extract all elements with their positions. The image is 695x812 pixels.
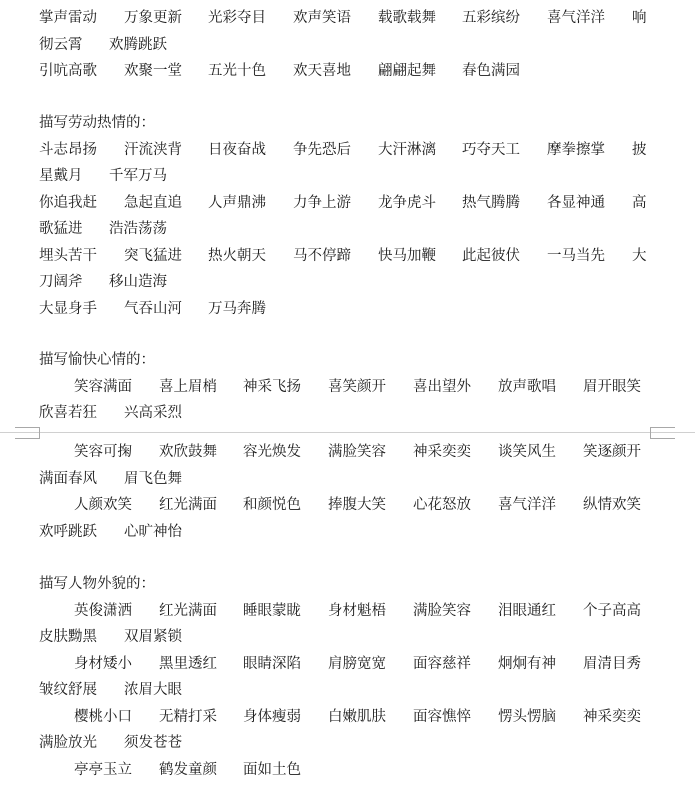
phrase: 喜上眉梢 [159, 378, 217, 395]
phrase: 争先恐后 [293, 141, 351, 158]
phrase: 炯炯有神 [498, 655, 556, 672]
phrase: 五光十色 [208, 63, 266, 79]
phrase: 睡眼蒙眬 [243, 602, 301, 619]
text-line [39, 677, 651, 704]
phrase: 马不停蹄 [293, 247, 351, 264]
text-line [39, 704, 651, 731]
text-line [39, 624, 651, 651]
phrase: 热火朝天 [208, 247, 266, 264]
text-line [39, 374, 651, 401]
phrase: 急起直追 [124, 194, 182, 211]
text-line [39, 5, 651, 32]
phrase: 满脸放光 [39, 735, 97, 751]
section-labor [39, 110, 651, 322]
phrase: 兴高采烈 [124, 405, 182, 421]
phrase: 眼睛深陷 [243, 655, 301, 672]
text-line [39, 243, 651, 270]
phrase: 热气腾腾 [462, 194, 520, 211]
phrase: 神采飞扬 [243, 378, 301, 395]
phrase: 星戴月 [39, 168, 83, 184]
phrase: 大 [632, 247, 647, 264]
section-happy [39, 347, 651, 427]
phrase: 欢聚一堂 [124, 63, 182, 79]
phrase: 汗流浃背 [124, 141, 182, 158]
section-heading: 描写愉快心情的： [39, 352, 155, 368]
phrase: 人颜欢笑 [74, 497, 132, 513]
text-line [39, 269, 651, 296]
phrase: 红光满面 [159, 497, 217, 513]
section-heading: 描写人物外貌的： [39, 576, 155, 592]
phrase: 喜笑颜开 [328, 378, 386, 395]
phrase: 欢天喜地 [293, 63, 351, 79]
phrase: 喜气洋洋 [547, 10, 605, 26]
phrase: 掌声雷动 [39, 10, 97, 26]
phrase: 光彩夺目 [208, 10, 266, 26]
phrase: 移山造海 [109, 274, 167, 290]
text-line [39, 400, 651, 427]
phrase: 捧腹大笑 [328, 497, 386, 513]
phrase: 心旷神怡 [124, 523, 182, 540]
phrase: 此起彼伏 [462, 247, 520, 264]
section-appearance [39, 571, 651, 783]
phrase: 载歌载舞 [378, 10, 436, 26]
phrase: 响 [632, 10, 647, 26]
phrase: 披 [632, 141, 647, 158]
text-line [39, 190, 651, 217]
phrase: 突飞猛进 [124, 247, 182, 264]
phrase: 眉清目秀 [583, 655, 641, 672]
phrase: 你追我赶 [39, 194, 97, 211]
phrase: 泪眼通红 [498, 602, 556, 619]
text-line [39, 32, 651, 59]
phrase: 身体瘦弱 [243, 708, 301, 725]
phrase: 高 [632, 194, 647, 211]
text-line [39, 216, 651, 243]
phrase: 无精打采 [159, 708, 217, 725]
phrase: 引吭高歌 [39, 63, 97, 79]
text-line [39, 163, 651, 190]
phrase: 亭亭玉立 [74, 761, 132, 778]
phrase: 快马加鞭 [378, 247, 436, 264]
phrase: 谈笑风生 [498, 444, 556, 460]
phrase: 愣头愣脑 [498, 708, 556, 725]
phrase: 日夜奋战 [208, 141, 266, 158]
phrase: 面如土色 [243, 761, 301, 778]
phrase: 刀阔斧 [39, 274, 83, 290]
phrase: 须发苍苍 [124, 735, 182, 751]
phrase: 纵情欢笑 [583, 497, 641, 513]
phrase: 鹤发童颜 [159, 761, 217, 778]
phrase: 欢腾跳跃 [109, 36, 167, 53]
phrase: 彻云霄 [39, 36, 83, 53]
phrase: 笑容满面 [74, 378, 132, 395]
phrase: 笑逐颜开 [583, 444, 641, 460]
page-break-line [0, 432, 695, 434]
page-corner-mark [650, 427, 675, 439]
phrase: 人声鼎沸 [208, 194, 266, 211]
phrase: 满脸笑容 [413, 602, 471, 619]
phrase: 神采奕奕 [413, 444, 471, 460]
section-happy-continued [39, 439, 651, 545]
phrase: 斗志昂扬 [39, 141, 97, 158]
text-line [39, 58, 651, 85]
phrase: 巧夺天工 [462, 141, 520, 158]
phrase: 春色满园 [462, 63, 520, 79]
phrase: 满面春风 [39, 470, 97, 487]
phrase: 各显神通 [547, 194, 605, 211]
phrase: 欢欣鼓舞 [159, 444, 217, 460]
phrase: 大显身手 [39, 300, 97, 317]
phrase: 心花怒放 [413, 497, 471, 513]
section-celebration [39, 5, 651, 85]
text-line [39, 757, 651, 784]
phrase: 樱桃小口 [74, 708, 132, 725]
text-line [39, 137, 651, 164]
text-line [39, 730, 651, 757]
phrase: 大汗淋漓 [378, 141, 436, 158]
phrase: 眉开眼笑 [583, 378, 641, 395]
section-heading: 描写劳动热情的： [39, 115, 155, 131]
phrase: 面容憔悴 [413, 708, 471, 725]
phrase: 眉飞色舞 [124, 470, 182, 487]
phrase: 身材矮小 [74, 655, 132, 672]
phrase: 浩浩荡荡 [109, 221, 167, 237]
phrase: 白嫩肌肤 [328, 708, 386, 725]
phrase: 五彩缤纷 [462, 10, 520, 26]
phrase: 欣喜若狂 [39, 405, 97, 421]
phrase: 喜气洋洋 [498, 497, 556, 513]
phrase: 双眉紧锁 [124, 629, 182, 645]
phrase: 红光满面 [159, 602, 217, 619]
phrase: 欢声笑语 [293, 10, 351, 26]
text-line [39, 651, 651, 678]
phrase: 龙争虎斗 [378, 194, 436, 211]
text-line [39, 598, 651, 625]
phrase: 万马奔腾 [208, 300, 266, 317]
phrase: 气吞山河 [124, 300, 182, 317]
phrase: 万象更新 [124, 10, 182, 26]
phrase: 喜出望外 [413, 378, 471, 395]
phrase: 放声歌唱 [498, 378, 556, 395]
phrase: 神采奕奕 [583, 708, 641, 725]
phrase: 一马当先 [547, 247, 605, 264]
phrase: 歌猛进 [39, 221, 83, 237]
phrase: 黑里透红 [159, 655, 217, 672]
page-corner-mark [15, 427, 40, 439]
phrase: 笑容可掬 [74, 444, 132, 460]
phrase: 肩膀宽宽 [328, 655, 386, 672]
phrase: 埋头苦干 [39, 247, 97, 264]
text-line [39, 492, 651, 519]
phrase: 容光焕发 [243, 444, 301, 460]
phrase: 面容慈祥 [413, 655, 471, 672]
phrase: 满脸笑容 [328, 444, 386, 460]
text-line [39, 439, 651, 466]
phrase: 摩拳擦掌 [547, 141, 605, 158]
phrase: 身材魁梧 [328, 602, 386, 619]
phrase: 千军万马 [109, 168, 167, 184]
text-line [39, 296, 651, 323]
phrase: 力争上游 [293, 194, 351, 211]
phrase: 浓眉大眼 [124, 682, 182, 698]
phrase: 英俊潇洒 [74, 602, 132, 619]
text-line [39, 519, 651, 546]
phrase: 皱纹舒展 [39, 682, 97, 698]
phrase: 皮肤黝黑 [39, 629, 97, 645]
phrase: 翩翩起舞 [378, 63, 436, 79]
phrase: 个子高高 [583, 602, 641, 619]
phrase: 和颜悦色 [243, 497, 301, 513]
text-line [39, 466, 651, 493]
phrase: 欢呼跳跃 [39, 523, 97, 540]
